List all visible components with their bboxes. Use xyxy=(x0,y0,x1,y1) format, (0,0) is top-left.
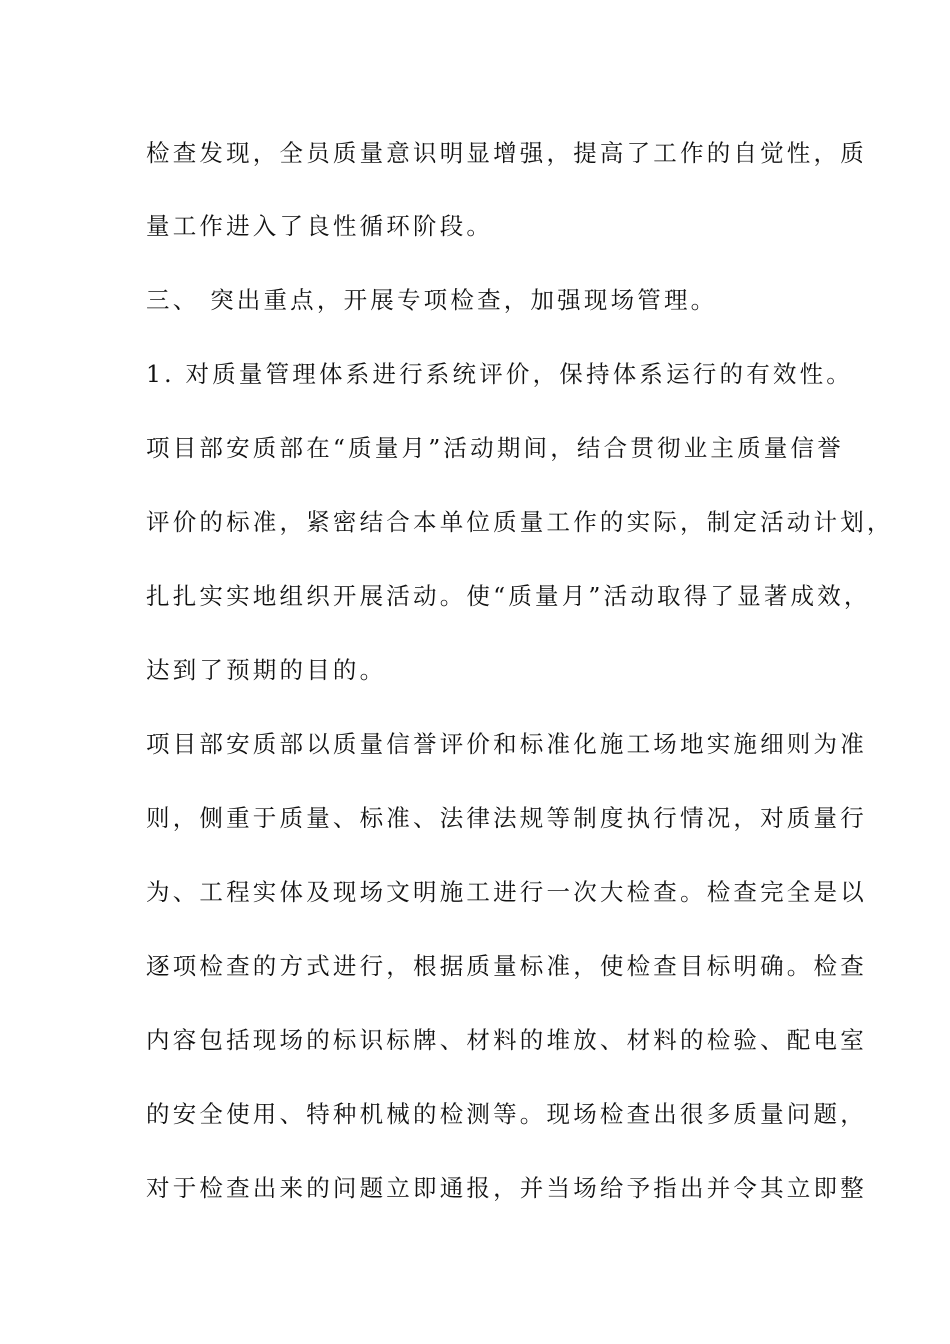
section-heading: 三、 突出重点，开展专项检查，加强现场管理。 xyxy=(146,286,718,314)
text-line: 逐项检查的方式进行，根据质量标准，使检查目标明确。检查 xyxy=(146,952,867,980)
text-line: 则，侧重于质量、标准、法律法规等制度执行情况，对质量行 xyxy=(146,804,867,832)
text-line: 检查发现，全员质量意识明显增强，提高了工作的自觉性，质 xyxy=(146,139,867,167)
text-line: 对于检查出来的问题立即通报，并当场给予指出并令其立即整 xyxy=(146,1174,867,1202)
text-line: 的安全使用、特种机械的检测等。现场检查出很多质量问题， xyxy=(146,1100,867,1128)
subsection-heading: 1. 对质量管理体系进行系统评价，保持体系运行的有效性。 xyxy=(146,360,853,388)
text-line: 项目部安质部在“质量月”活动期间，结合贯彻业主质量信誉 xyxy=(146,434,844,462)
text-line: 扎扎实实地组织开展活动。使“质量月”活动取得了显著成效， xyxy=(146,582,871,610)
text-line: 为、工程实体及现场文明施工进行一次大检查。检查完全是以 xyxy=(146,878,867,906)
text-line: 评价的标准，紧密结合本单位质量工作的实际，制定活动计划， xyxy=(146,508,894,536)
text-line: 项目部安质部以质量信誉评价和标准化施工场地实施细则为准 xyxy=(146,730,867,758)
text-line: 达到了预期的目的。 xyxy=(146,656,387,684)
text-line: 量工作进入了良性循环阶段。 xyxy=(146,212,494,240)
text-line: 内容包括现场的标识标牌、材料的堆放、材料的检验、配电室 xyxy=(146,1026,867,1054)
